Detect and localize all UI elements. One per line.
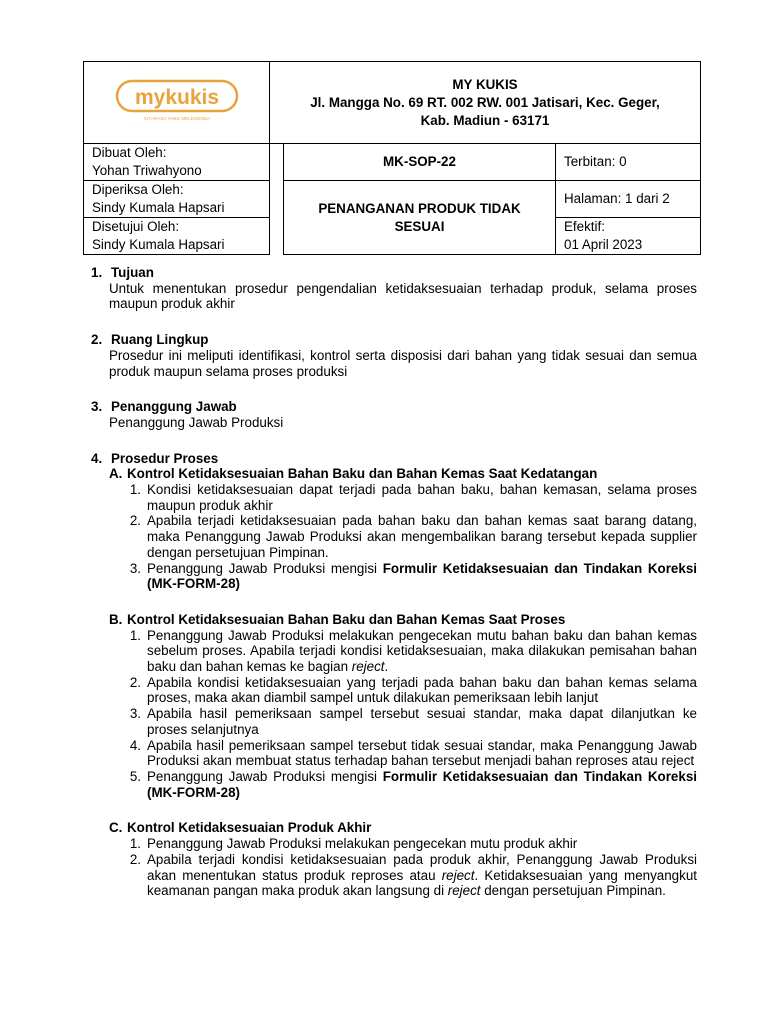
section-title: 1. Tujuan — [91, 265, 154, 280]
list-item: 3. Apabila hasil pemeriksaan sampel tersebut sesuai standar, maka dapat dilanjutkan ke proses selanjutnya — [129, 706, 697, 737]
section-procedure — [91, 451, 697, 899]
effective-cell — [556, 218, 701, 255]
list-item: 3. Penanggung Jawab Produksi mengisi Formulir Ketidaksesuaian dan Tindakan Koreksi (MK-FORM-28) — [129, 560, 697, 592]
subsection-b-title: B. Kontrol Ketidaksesuaian Bahan Baku dan Bahan Kemas Saat Proses — [109, 611, 566, 627]
list-item: 2. Apabila kondisi ketidaksesuaian yang terjadi pada bahan baku dan bahan kemas selama proses, maka akan diambil sampel untuk dilakukan pemeriksaan lebih lanjut — [129, 674, 697, 706]
section-text: Untuk menentukan prosedur pengendalian ketidaksesuaian terhadap produk, selama proses maupun produk akhir — [109, 280, 697, 312]
made-by-name: Yohan Triwahyono — [92, 163, 202, 178]
doc-code-cell — [284, 144, 556, 181]
document-body — [91, 265, 697, 899]
section-title: 4. Prosedur Proses — [91, 450, 219, 466]
effective-date: 01 April 2023 — [564, 237, 643, 252]
page-number: Halaman: 1 dari 2 — [564, 191, 670, 206]
doc-title-line1: PENANGANAN PRODUK TIDAK — [318, 200, 521, 216]
section-text: Prosedur ini meliputi identifikasi, kontrol serta disposisi dari bahan yang tidak sesuai dan semua produk maupun selama proses produksi — [109, 347, 697, 379]
section-scope — [91, 332, 697, 379]
subsection-c-list — [91, 836, 697, 899]
subsection-b-list — [91, 628, 697, 801]
checked-by-name: Sindy Kumala Hapsari — [92, 200, 225, 215]
section-purpose — [91, 265, 697, 312]
document-header-table — [83, 61, 701, 255]
checked-by-label: Diperiksa Oleh: — [92, 182, 184, 197]
list-item: 2. Apabila terjadi kondisi ketidaksesuaian pada produk akhir, Penanggung Jawab Produksi akan menentukan status produk reproses atau reject. Ketidaksesuaian yang menyangkut keamanan pangan maka produk akan langsung di reject dengan persetujuan Pimpinan. — [129, 851, 697, 899]
company-logo — [115, 75, 239, 125]
doc-title-line2: SESUAI — [394, 218, 445, 234]
made-by-cell — [84, 144, 270, 181]
company-name: MY KUKIS — [452, 76, 518, 92]
header-spacer — [270, 144, 284, 255]
list-item: 1. Penanggung Jawab Produksi melakukan pengecekan mutu produk akhir — [129, 836, 578, 852]
doc-title-cell — [284, 181, 556, 255]
made-by-label: Dibuat Oleh: — [92, 145, 167, 160]
subsection-a-title: A. Kontrol Ketidaksesuaian Bahan Baku dan Bahan Kemas Saat Kedatangan — [109, 466, 598, 482]
section-title: 3. Penanggung Jawab — [91, 399, 237, 415]
section-responsible — [91, 399, 697, 430]
doc-code: MK-SOP-22 — [383, 154, 456, 169]
page-cell — [556, 181, 701, 218]
company-info-cell — [270, 62, 701, 144]
checked-by-cell — [84, 181, 270, 218]
list-item: 5. Penanggung Jawab Produksi mengisi Formulir Ketidaksesuaian dan Tindakan Koreksi (MK-FORM-28) — [129, 768, 697, 800]
company-address-line2: Kab. Madiun - 63171 — [420, 112, 550, 128]
company-address-line1: Jl. Mangga No. 69 RT. 002 RW. 001 Jatisari, Kec. Geger, — [310, 94, 660, 110]
list-item: 2. Apabila terjadi ketidaksesuaian pada bahan baku dan bahan kemas saat barang datang, maka Penanggung Jawab Produksi akan mengembalikan barang tersebut kepada supplier dengan persetujuan Pimpinan. — [129, 513, 697, 560]
list-item: 1. Kondisi ketidaksesuaian dapat terjadi pada bahan baku, bahan kemasan, selama proses maupun produk akhir — [129, 482, 697, 513]
effective-label: Efektif: — [564, 219, 605, 234]
approved-by-cell — [84, 218, 270, 255]
list-item: 1. Penanggung Jawab Produksi melakukan pengecekan mutu bahan baku dan bahan kemas sebelum proses. Apabila terjadi kondisi ketidaksesuaian, maka dilakukan pemisahan bahan baku dan bahan kemas ke bagian reject. — [129, 627, 697, 675]
approved-by-label: Disetujui Oleh: — [92, 219, 180, 234]
subsection-c-title: C. Kontrol Ketidaksesuaian Produk Akhir — [109, 820, 372, 836]
logo-tagline: CITARASA YANG MELEGENDA — [143, 116, 210, 121]
section-text: Penanggung Jawab Produksi — [109, 414, 284, 430]
logo-cell — [84, 62, 270, 144]
subsection-a-list — [91, 482, 697, 592]
list-item: 4. Apabila hasil pemeriksaan sampel tersebut tidak sesuai standar, maka Penanggung Jawab Produksi akan membuat status terhadap bahan tersebut menjadi bahan reproses atau reject — [129, 737, 697, 769]
approved-by-name: Sindy Kumala Hapsari — [92, 237, 225, 252]
issue-number: Terbitan: 0 — [564, 154, 627, 169]
section-title: 2. Ruang Lingkup — [91, 332, 209, 348]
issue-cell — [556, 144, 701, 181]
logo-wordmark: mykukis — [134, 86, 219, 109]
